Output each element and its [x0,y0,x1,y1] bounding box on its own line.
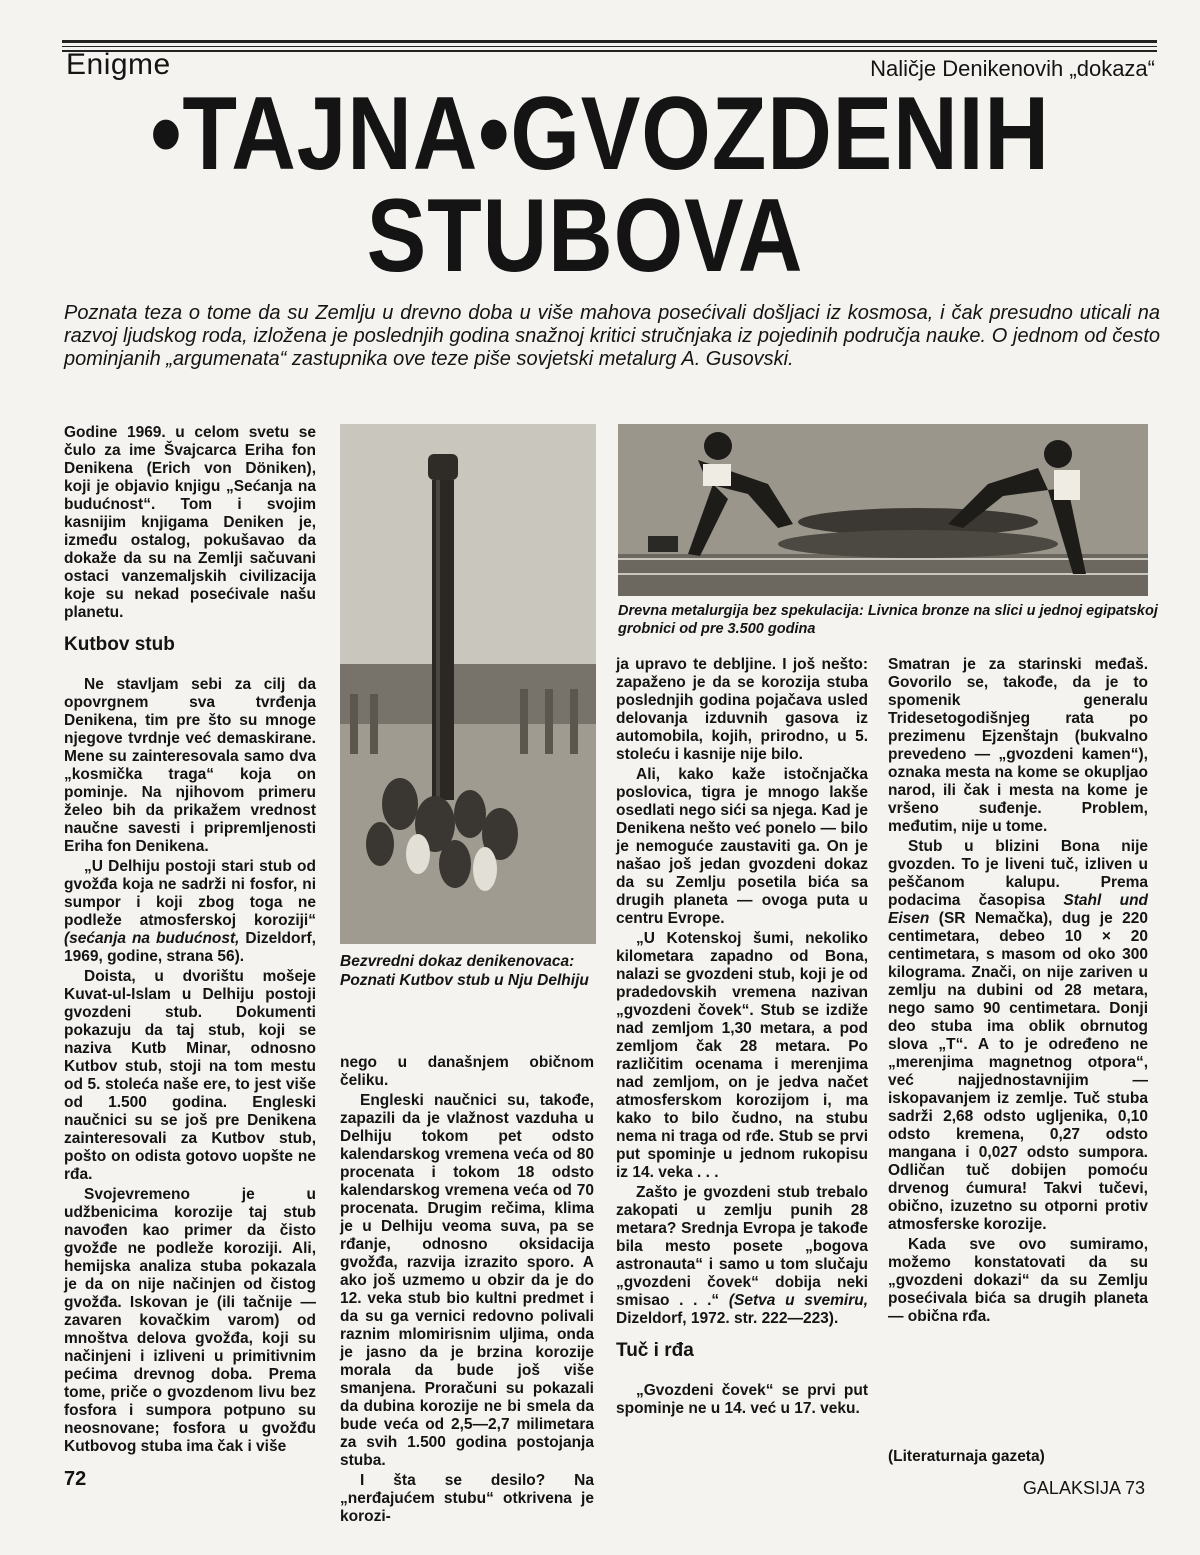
quote-source-title: (Setva u svemiru, [728,1292,869,1309]
egyptian-mural-illustration [618,424,1148,596]
article-lead: Poznata teza o tome da su Zemlju u drevno doba u više mahova posećivali došljaci iz kosmosa, i čak presudno uticali na razvoj ljudskog roda, izložena je poslednjih godina snažnoj kritici stručnjaka iz pojedinih područja nauke. O jednom od često pominjanih „argumenata“ zastupnika ove teze piše sovjetski metalurg A. Gusovski. [64,302,1160,370]
paragraph [888,838,1148,1234]
title-line-2: STUBOVA [366,177,804,294]
page-number-left: 72 [64,1468,87,1490]
quote-source-tail: Dizeldorf, 1969, godine, strana 56). [64,930,316,965]
article-kicker: Naličje Denikenovih „dokaza“ [870,56,1155,81]
photo-kutbov-stub [340,424,596,944]
paragraph: ja upravo te debljine. I još nešto: zapaženo je da se korozija stuba poslednjih godina pojačava usled delovanja izduvnih gasova iz automobila, kojih, prirodno, u 5. stoleću i kasnije nije bilo. [616,656,868,763]
column-4 [888,656,1148,1328]
photo-1-caption: Bezvredni dokaz denikenovaca: Poznati Kutbov stub u Nju Delhiju [340,953,589,989]
title-line-1: •TAJNA•GVOZDENIH [150,76,1050,192]
paragraph: nego u današnjem običnom čeliku. [340,1054,594,1089]
paragraph: Doista, u dvorištu mošeje Kuvat-ul-Islam u Delhiju postoji gvozdeni stub. Dokumenti pokazuju da taj stub, koji se naziva Kutb Minar, odnosno Kutbov stub, stoji na tom mestu od 5. stoleća naše ere, to jest više od 1.500 godina. Engleski naučnici su se još pre Denikena zainteresovali za Kutbov stub, pošto on odista gotovo uopšte ne rđa. [64,968,316,1183]
paragraph: Smatran je za starinski međaš. Govorilo se, takođe, da je to spomenik generalu Tridesetogodišnjeg rata po prezimenu Ejzenštajn (bukvalno prevedeno — „gvozdeni kamen“), oznaka mesta na kome se okupljao narod, ili čak i mesta na kome je vršeno suđenje. Problem, međutim, nije u tome. [888,656,1148,835]
subheading-tuc-i-rda: Tuč i rđa [616,1340,694,1361]
photo-2-caption: Drevna metalurgija bez spekulacija: Livnica bronze na slici u jednoj egipatskoj grobnici od pre 3.500 godina [618,603,1158,637]
paragraph: „Gvozdeni čovek“ se prvi put spominje ne u 14. već u 17. veku. [616,1382,868,1417]
quote-source-title: (sećanja na budućnost, [64,930,240,947]
paragraph: Ne stavljam sebi za cilj da opovrgnem sva tvrđenja Denikena, tim pre što su mnoge njegove tvrdnje već demaskirane. Mene su zainteresovala samo dva „kosmička traga“ koja on pominje. Na njihovom primeru želeo bih da prikažem vrednost naučne savesti i pripremljenosti Eriha fon Denikena. [64,676,316,855]
column-1 [64,424,316,1458]
column-2 [340,1054,594,1528]
text-run: (SR Nemačka), dug je 220 centimetara, debeo 10 × 20 centimetara, s masom od oko 300 kilograma. Znači, on nije zariven u zemlju na dubini od 28 metara, nego samo 90 centimetara. Donji deo stuba ima oblik obrnutog slova „T“. A to je određeno ne „merenjima magnetnog otpora“, već najjednostavnijim — iskopavanjem iz zemlje. Tuč stuba sadrži 2,68 odsto ugljenika, 0,10 odsto kremena, 0,27 odsto mangana i 0,027 odsto sumpora. Odličan tuč dobijen pomoću drvenog ćumura! Takvi tučevi, obično, izuzetno su otporni protiv atmosferske korozije. [888,910,1148,1233]
photo-egyptian-foundry [618,424,1148,596]
subheading-kutbov-stub: Kutbov stub [64,634,175,655]
article-title [0,76,1200,294]
page-number-right: GALAKSIJA 73 [1022,1478,1145,1498]
journal-name: Stahl und Eisen [888,892,1149,927]
paragraph: I šta se desilo? Na „nerđajućem stubu“ otkrivena je korozi- [340,1472,594,1525]
quote-source-tail: Dizeldorf, 1972. str. 222—223). [616,1310,839,1327]
paragraph-quote [64,858,316,966]
paragraph: Godine 1969. u celom svetu se čulo za ime Švajcarca Eriha fon Denikena (Erich von Döniken), koji je objavio knjigu „Sećanja na budućnost“. Tom i svojim kasnijim knjigama Deniken je, između ostalog, pokušavao da dokaže da su na Zemlji sačuvani ostaci vanzemaljskih civilizacija koje su nekad posećivale našu planetu. [64,424,316,621]
paragraph: Kada sve ovo sumiramo, možemo konstatovati da su „gvozdeni dokazi“ da su Zemlju posećivala bića sa drugih planeta — obična rđa. [888,1236,1148,1325]
column-3 [616,656,868,1420]
paragraph-quote [616,1184,868,1328]
text-run: Stub u blizini Bona nije gvozden. To je liveni tuč, izliven u peščanom kalupu. Prema podacima časopisa [888,838,1148,909]
paragraph: Engleski naučnici su, takođe, zapazili da je vlažnost vazduha u Delhiju tokom pet odsto kalendarskog vremena veća od 80 procenata i tokom 18 odsto kalendarskog vremena veća od 70 procenata. Drugim rečima, klima je u Delhiju veoma suva, pa se rđanje, odnosno oksidacija gvožđa, razvija izrazito sporo. A ako još uzmemo u obzir da je do 12. veka stub bio kultni predmet i da su ga vernici redovno polivali raznim mlomirisnim uljima, onda je jasno da je brzina korozije morala da bude još više smanjena. Proračuni su pokazali da dubina korozije ne bi smela da bude veća od 2,5—2,7 milimetara za svih 1.500 godina postojanja stuba. [340,1092,594,1469]
section-label: Enigme [66,48,171,81]
quote-text: Zašto je gvozdeni stub trebalo zakopati u zemlju punih 28 metara? Srednja Evropa je takođe bila mesto posete „bogova astronauta“ i samo u tom slučaju „gvozdeni čovek“ dobija neki smisao . . .“ [616,1184,868,1309]
quote-text: „U Delhiju postoji stari stub od gvožđa koja ne sadrži ni fosfor, ni sumpor i koji zbog toga ne podleže atmosferskoj koroziji“ [64,858,316,929]
paragraph: Ali, kako kaže istočnjačka poslovica, tigra je mnogo lakše osedlati nego sići sa njega. Kad je Denikena nešto već ponelo — bilo je nemoguće zaustaviti ga. On je našao još jedan gvozdeni dokaz da su Zemlju posetila bića sa drugih planeta — ovoga puta u centru Evrope. [616,766,868,927]
header-rules [62,40,1157,55]
article-source: (Literaturnaja gazeta) [888,1448,1045,1465]
paragraph: Svojevremeno je u udžbenicima korozije taj stub navođen kao primer da čisto gvožđe ne podleže koroziji. Ali, hemijska analiza stuba pokazala je da on nije načinjen od čistog gvožđa. Iskovan je (ili tačnije — zavaren kovačkim varom) od mnoštva delova gvožđa, koji su načinjeni i izliveni u primitivnim pećima drevnog doba. Prema tome, priče o gvozdenom livu bez fosfora i sumpora potpuno su neosnovane; fosfora u gvožđu Kutbovog stuba ima čak i više [64,1186,316,1455]
paragraph: „U Kotenskoj šumi, nekoliko kilometara zapadno od Bona, nalazi se gvozdeni stub, koji je od pradedovskih vremena nazivan „gvozdeni čovek“. Stub se izdiže nad zemljom 1,30 metara, a pod zemljom čak 28 metara. Po različitim ocenama i merenjima nad zemljom, on je jedva načet atmosferskom korozijom i, ma kako to bilo čudno, na stubu nema ni traga od rđe. Stub se prvi put spominje u jednom rukopisu iz 14. veka . . . [616,930,868,1181]
iron-pillar-illustration [340,424,596,944]
